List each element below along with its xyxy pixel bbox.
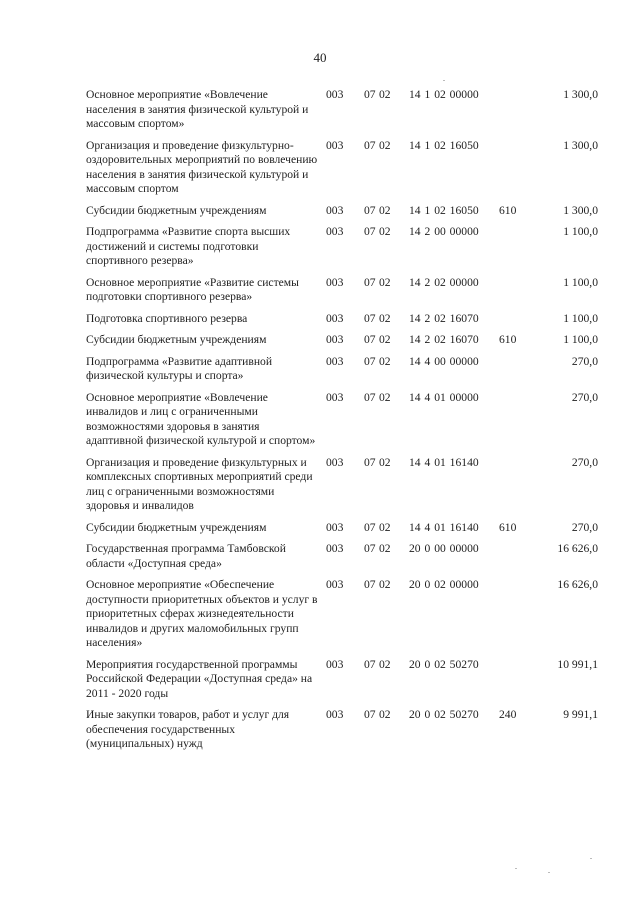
row-amount: 1 100,0: [563, 333, 598, 346]
row-section-code: 07: [364, 138, 376, 152]
table-row: [0, 139, 640, 197]
row-amount: 270,0: [571, 390, 598, 404]
row-expense-type-code: 610: [499, 203, 517, 217]
row-subsection-code: 02: [379, 354, 391, 368]
row-name: Субсидии бюджетным учреждениям: [86, 203, 267, 217]
row-amount: 9 991,1: [563, 708, 598, 721]
row-amount: 1 300,0: [563, 88, 598, 101]
row-amount: 16 626,0: [557, 578, 598, 591]
table-row: [0, 276, 640, 305]
row-amount: 270,0: [571, 455, 598, 469]
row-section-code: 07: [364, 455, 376, 469]
row-subsection-code: 02: [379, 88, 391, 101]
row-target-article-code: 14 2 02 16070: [409, 333, 479, 346]
table-row: [0, 225, 640, 269]
table-row: [0, 88, 640, 132]
row-target-article-code: 20 0 02 50270: [409, 708, 479, 721]
row-section-code: 07: [364, 390, 376, 404]
row-amount: 10 991,1: [557, 657, 598, 671]
row-ved-code: 003: [326, 578, 344, 591]
row-ved-code: 003: [326, 311, 344, 325]
row-ved-code: 003: [326, 390, 344, 404]
row-subsection-code: 02: [379, 225, 391, 238]
row-subsection-code: 02: [379, 333, 391, 346]
row-section-code: 07: [364, 520, 376, 534]
row-name: Основное мероприятие «Обеспечение доступности приоритетных объектов и услуг в приоритетных сферах жизнедеятельности инвалидов и других маломобильных групп населения»: [86, 578, 318, 649]
row-name: Государственная программа Тамбовской области «Доступная среда»: [86, 542, 286, 570]
table-row: [0, 708, 640, 752]
row-section-code: 07: [364, 275, 376, 289]
scan-speck: [443, 80, 445, 81]
table-row: [0, 521, 640, 536]
row-section-code: 07: [364, 333, 376, 346]
row-target-article-code: 20 0 02 50270: [409, 657, 479, 671]
table-row: [0, 355, 640, 384]
row-target-article-code: 14 1 02 16050: [409, 203, 479, 217]
scan-speck: [548, 872, 550, 873]
table-row: [0, 312, 640, 327]
row-name: Мероприятия государственной программы Российской Федерации «Доступная среда» на 2011 - 2020 годы: [86, 657, 313, 700]
row-amount: 270,0: [571, 354, 598, 368]
row-target-article-code: 14 1 02 00000: [409, 88, 479, 101]
row-name: Подпрограмма «Развитие спорта высших достижений и системы подготовки спортивного резерва»: [86, 225, 291, 267]
row-ved-code: 003: [326, 708, 344, 721]
row-amount: 16 626,0: [557, 542, 598, 555]
row-subsection-code: 02: [379, 520, 391, 534]
row-subsection-code: 02: [379, 657, 391, 671]
row-ved-code: 003: [326, 138, 344, 152]
row-ved-code: 003: [326, 203, 344, 217]
row-target-article-code: 14 4 01 16140: [409, 455, 479, 469]
scan-speck: [515, 868, 517, 869]
row-section-code: 07: [364, 225, 376, 238]
row-ved-code: 003: [326, 225, 344, 238]
row-target-article-code: 14 4 00 00000: [409, 354, 479, 368]
row-target-article-code: 14 2 00 00000: [409, 225, 479, 238]
table-row: [0, 542, 640, 571]
table-row: [0, 204, 640, 219]
row-name: Подготовка спортивного резерва: [86, 311, 248, 325]
row-subsection-code: 02: [379, 578, 391, 591]
row-ved-code: 003: [326, 520, 344, 534]
row-section-code: 07: [364, 88, 376, 101]
row-target-article-code: 14 4 01 16140: [409, 520, 479, 534]
row-name: Субсидии бюджетным учреждениям: [86, 333, 267, 346]
row-target-article-code: 14 4 01 00000: [409, 390, 479, 404]
row-expense-type-code: 610: [499, 333, 517, 346]
row-subsection-code: 02: [379, 138, 391, 152]
row-target-article-code: 20 0 02 00000: [409, 578, 479, 591]
row-amount: 1 100,0: [563, 311, 598, 325]
row-name: Организация и проведение физкультурно-оздоровительных мероприятий по вовлечению населения в занятия физической культурой и массовым спортом: [86, 138, 318, 195]
row-section-code: 07: [364, 657, 376, 671]
scan-speck: [590, 858, 592, 859]
table-row: [0, 456, 640, 514]
table-row: [0, 333, 640, 348]
row-amount: 1 100,0: [563, 225, 598, 238]
row-amount: 1 100,0: [563, 275, 598, 289]
row-subsection-code: 02: [379, 311, 391, 325]
row-name: Иные закупки товаров, работ и услуг для обеспечения государственных (муниципальных) нужд: [86, 708, 290, 750]
page-number: 40: [313, 50, 327, 65]
row-amount: 1 300,0: [563, 203, 598, 217]
row-target-article-code: 14 2 02 00000: [409, 275, 479, 289]
row-section-code: 07: [364, 708, 376, 721]
row-name: Основное мероприятие «Развитие системы подготовки спортивного резерва»: [86, 275, 299, 303]
row-subsection-code: 02: [379, 203, 391, 217]
row-subsection-code: 02: [379, 455, 391, 469]
row-section-code: 07: [364, 578, 376, 591]
row-subsection-code: 02: [379, 390, 391, 404]
row-name: Основное мероприятие «Вовлечение населения в занятия физической культурой и массовым спортом»: [86, 88, 309, 130]
row-ved-code: 003: [326, 657, 344, 671]
row-ved-code: 003: [326, 333, 344, 346]
row-name: Подпрограмма «Развитие адаптивной физической культуры и спорта»: [86, 354, 273, 382]
row-name: Основное мероприятие «Вовлечение инвалидов и лиц с ограниченными возможностями здоровья в занятия адаптивной физической культурой и спортом»: [86, 390, 316, 447]
row-section-code: 07: [364, 311, 376, 325]
row-target-article-code: 20 0 00 00000: [409, 542, 479, 555]
row-amount: 270,0: [571, 520, 598, 534]
table-row: [0, 391, 640, 449]
row-ved-code: 003: [326, 542, 344, 555]
row-ved-code: 003: [326, 275, 344, 289]
row-amount: 1 300,0: [563, 138, 598, 152]
row-ved-code: 003: [326, 354, 344, 368]
budget-table: [0, 88, 640, 759]
table-row: [0, 658, 640, 702]
row-ved-code: 003: [326, 88, 344, 101]
row-subsection-code: 02: [379, 275, 391, 289]
table-row: [0, 578, 640, 651]
row-name: Субсидии бюджетным учреждениям: [86, 520, 267, 534]
row-expense-type-code: 610: [499, 520, 517, 534]
row-expense-type-code: 240: [499, 708, 517, 721]
row-ved-code: 003: [326, 455, 344, 469]
row-subsection-code: 02: [379, 708, 391, 721]
row-name: Организация и проведение физкультурных и комплексных спортивных мероприятий среди лиц с ограниченными возможностями здоровья и инвалидов: [86, 455, 313, 512]
row-section-code: 07: [364, 542, 376, 555]
row-target-article-code: 14 2 02 16070: [409, 311, 479, 325]
row-section-code: 07: [364, 354, 376, 368]
row-target-article-code: 14 1 02 16050: [409, 138, 479, 152]
row-subsection-code: 02: [379, 542, 391, 555]
row-section-code: 07: [364, 203, 376, 217]
